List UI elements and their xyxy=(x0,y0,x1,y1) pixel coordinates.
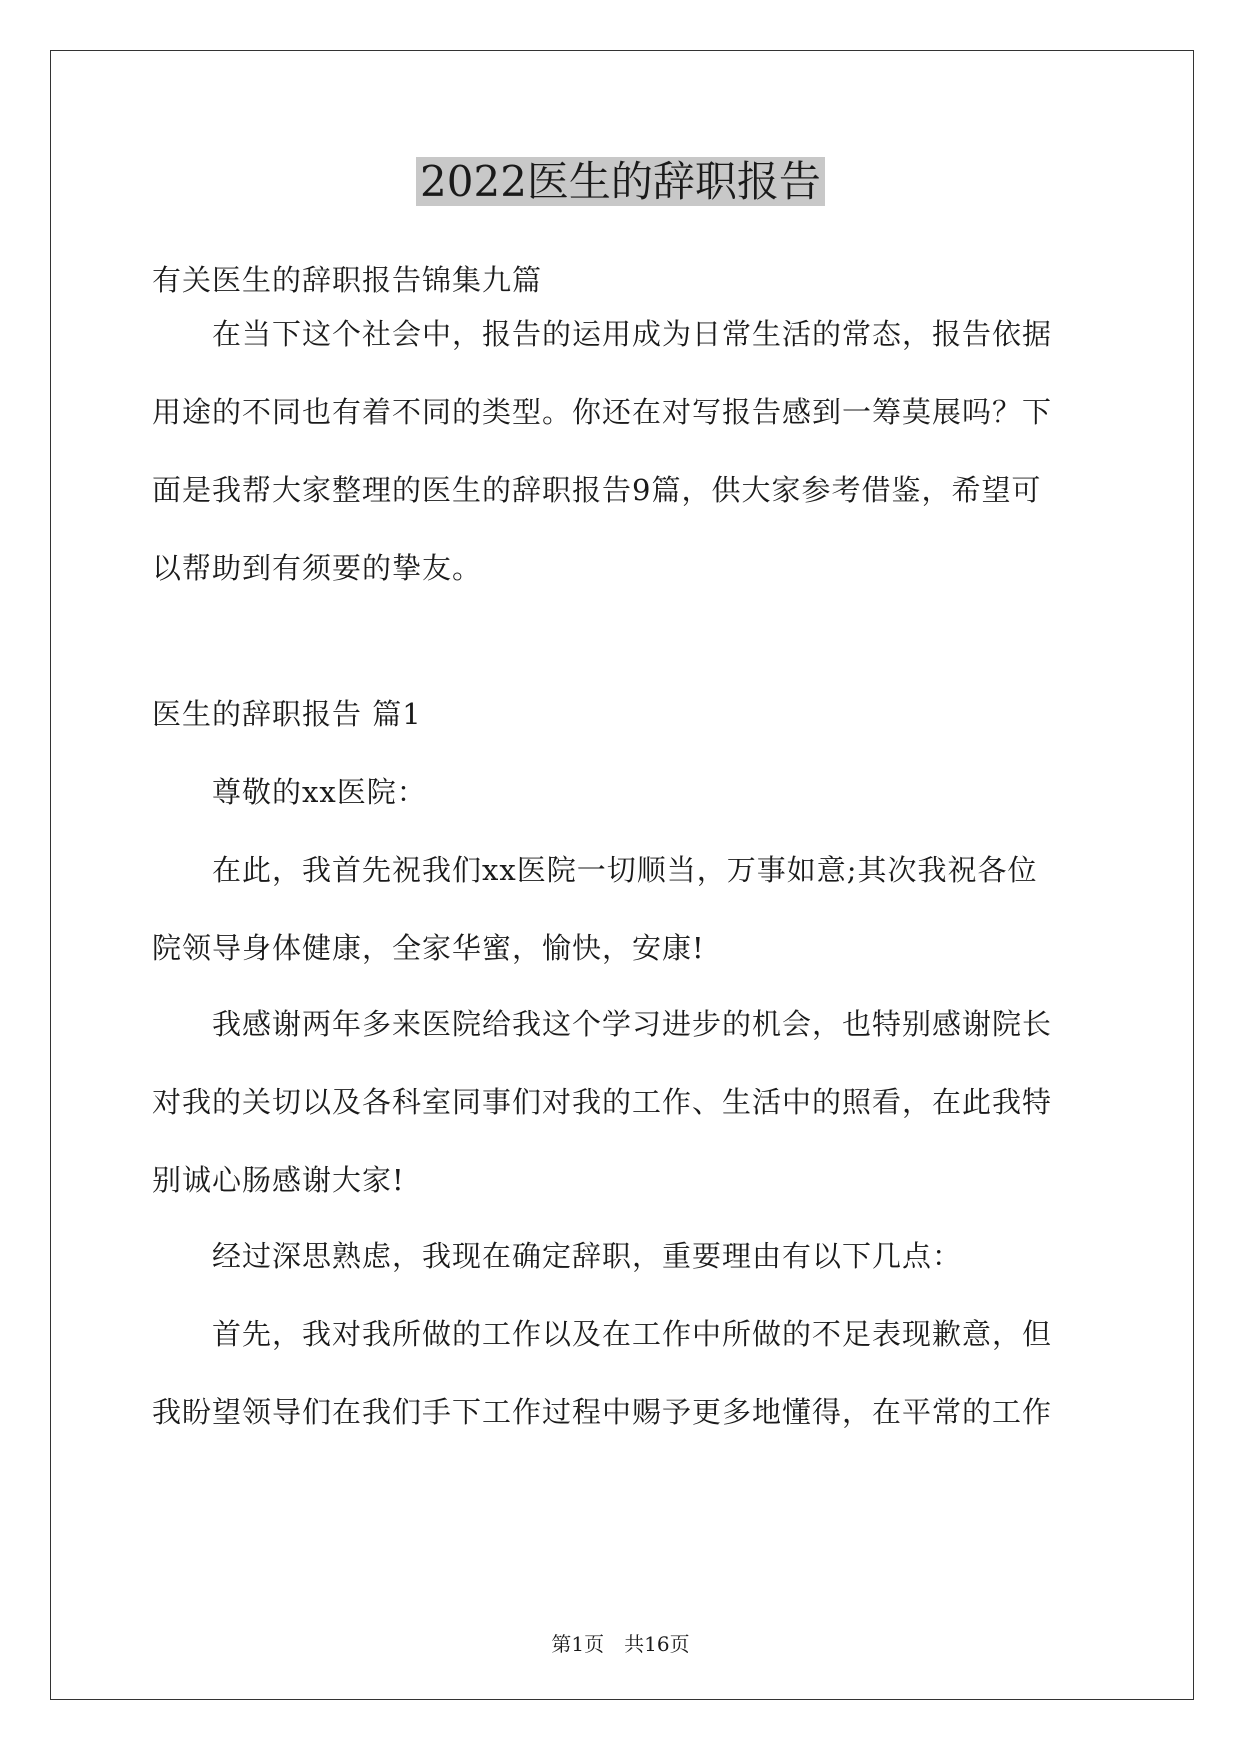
body-line: 我感谢两年多来医院给我这个学习进步的机会，也特别感谢院长 xyxy=(212,1007,1053,1041)
intro-line: 用途的不同也有着不同的类型。你还在对写报告感到一筹莫展吗？下 xyxy=(152,395,1053,429)
body-line: 我盼望领导们在我们手下工作过程中赐予更多地懂得，在平常的工作 xyxy=(152,1395,1053,1429)
intro-line: 面是我帮大家整理的医生的辞职报告9篇，供大家参考借鉴，希望可 xyxy=(152,473,1042,507)
page-total: 共16页 xyxy=(624,1632,690,1656)
document-title: 2022医生的辞职报告 xyxy=(0,152,1241,212)
body-line: 别诚心肠感谢大家! xyxy=(152,1163,405,1197)
page-number: 第1页 xyxy=(551,1632,605,1656)
intro-line: 以帮助到有须要的挚友。 xyxy=(152,551,483,585)
page-footer xyxy=(0,1631,1241,1657)
intro-line: 在当下这个社会中，报告的运用成为日常生活的常态，报告依据 xyxy=(212,317,1053,351)
body-line: 尊敬的xx医院： xyxy=(212,775,427,809)
body-line: 首先，我对我所做的工作以及在工作中所做的不足表现歉意，但 xyxy=(212,1317,1053,1351)
document-subtitle: 有关医生的辞职报告锦集九篇 xyxy=(152,263,543,297)
body-line: 在此，我首先祝我们xx医院一切顺当，万事如意;其次我祝各位 xyxy=(212,853,1038,887)
body-line: 对我的关切以及各科室同事们对我的工作、生活中的照看，在此我特 xyxy=(152,1085,1053,1119)
section-heading: 医生的辞职报告 篇1 xyxy=(152,697,422,731)
body-line: 院领导身体健康，全家华蜜，愉快，安康! xyxy=(152,931,705,965)
body-line: 经过深思熟虑，我现在确定辞职，重要理由有以下几点： xyxy=(212,1239,963,1273)
